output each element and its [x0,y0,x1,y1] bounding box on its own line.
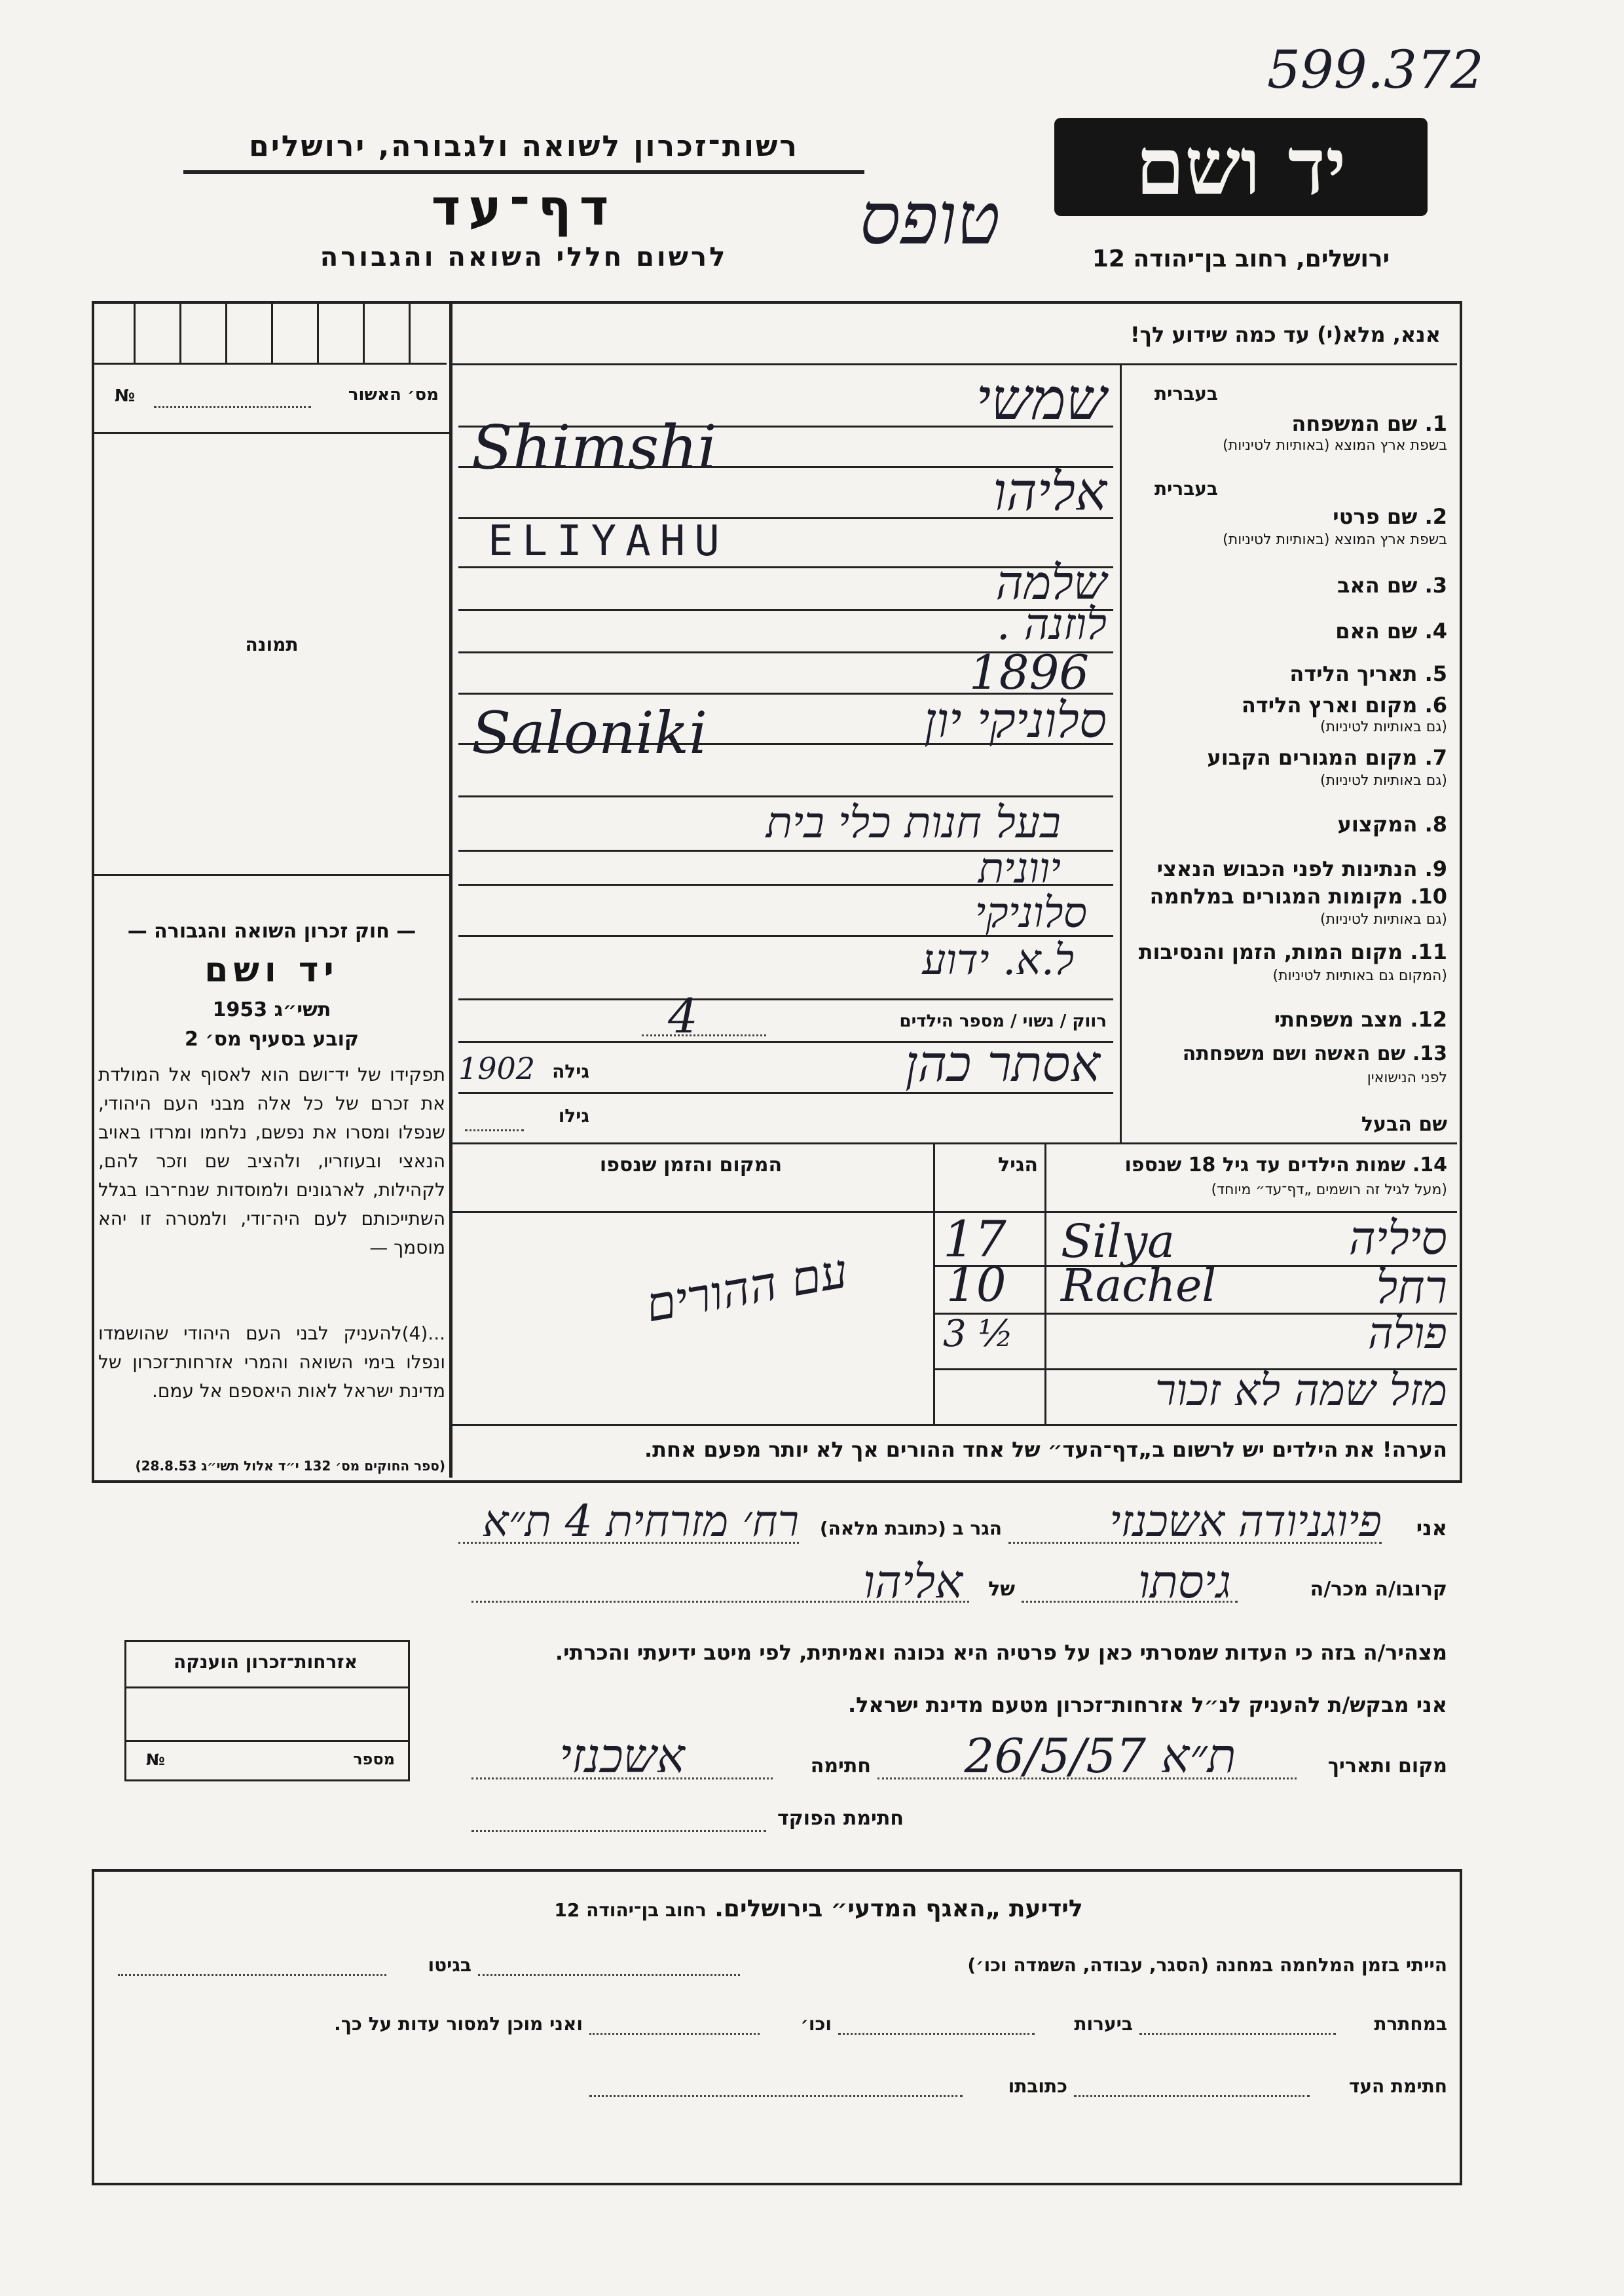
declarant-address-line [458,1542,799,1544]
law-year: תשי״ג 1953 [212,998,331,1021]
field-5-label-text: תאריך הלידה [1289,661,1418,686]
children-place-note: עם ההורים [641,1243,852,1333]
note-text: הערה! את הילדים יש לרשום ב„דף־העד״ של אחד ההורים אך לא יותר מפעם אחת. [644,1437,1447,1462]
field-13-age-value: 1902 [458,1051,536,1086]
citizenship-box-title: אזרחות־זכרון הוענקה [174,1651,358,1673]
field-12-label-text: מצב משפחתי [1274,1007,1403,1032]
child-1-age: 17 [943,1210,1006,1268]
children-col-age: הגיל [998,1154,1038,1176]
underground-value-line [1139,2033,1336,2035]
forests-label: ביערות [1074,2013,1133,2035]
signature-line [471,1777,773,1779]
husband-age-label: גילו [558,1105,589,1127]
photo-top [94,432,449,434]
officer-signature-label: חתימת הפוקד [777,1807,904,1830]
of-name-line [471,1601,969,1603]
field-9-line [458,884,1113,886]
field-3-num: 3. [1424,573,1447,598]
field-2-num: 2. [1424,504,1447,529]
children-col-div-2 [933,1142,935,1424]
field-2-value-hebrew: אליהו [993,462,1107,522]
relative-label: קרובו/ה מכר/ה [1310,1578,1447,1601]
field-2-sub: בשפת ארץ המוצא (באותיות לטיניות) [1223,532,1447,548]
witness-address-label: כתובתו [1008,2075,1067,2097]
child-2-name-latin: Rachel [1061,1260,1217,1312]
field-7-sub: (גם באותיות לטיניות) [1320,773,1447,789]
field-11-label-text: מקום המות, הזמן והנסיבות [1138,939,1403,964]
field-10-label-text: מקומות המגורים במלחמה [1149,884,1403,909]
approval-boxes [94,304,447,365]
field-5-num: 5. [1424,661,1447,686]
field-5-label [1133,661,1447,686]
declarant-name-line [1008,1542,1382,1544]
field-11-value: ל.א. ידוע [922,936,1074,985]
testimony-line: ואני מוכן למסור עדות על כך. [334,2013,583,2035]
field-6-value: סלוניקי יון [924,693,1107,749]
children-bottom-line [452,1424,1457,1426]
of-name: אליהו [862,1555,963,1609]
field-8-label [1133,812,1447,837]
photo-bottom [94,874,449,876]
place-date-line [877,1777,1297,1779]
signature-value: אשכנזי [559,1728,685,1783]
children-title-text: שמות הילדים עד גיל 18 שנספו [1124,1154,1406,1176]
field-12-status-options: רווק / נשוי / מספר הילדים [899,1011,1107,1031]
field-8-value: בעל חנות כלי בית [766,797,1061,848]
underground-label: במחתרת [1374,2013,1447,2035]
footer-address: רחוב בן־יהודה 12 [554,1899,707,1921]
field-2-hebrew-tag: בעברית [1154,478,1218,500]
field-9-label-text: הנתינות לפני הכבוש הנאצי [1156,856,1418,881]
etc-label: וכו׳ [800,2013,832,2035]
address: ירושלים, רחוב בן־יהודה 12 [1092,246,1390,272]
field-13-age-label: גילה [552,1061,589,1082]
approval-number-label: מס׳ האשור [348,385,439,405]
field-1-value-latin: Shimshi [471,412,717,483]
form-subtitle: לרשום חללי השואה והגבורה [320,242,728,272]
field-13-sub: לפני הנישואין [1367,1070,1447,1086]
declarant-address: רח׳ מזרחית 4 ת״א [482,1496,799,1546]
children-col-place: המקום והזמן שנספו [599,1154,783,1176]
field-10-label [1133,884,1447,909]
children-num: 14. [1412,1154,1447,1176]
law-text: תפקידו של יד־ושם הוא לאסוף אל המולדת את זכרם של כל אלה מבני העם היהודי, שנפלו ומסרו את נפשם, נלחמו ומרדו באויב הנאצי ובעוזריו, ולהציב שם וזכר להם, לקהילות, לארגונים ולמוסדות שנח־רבו בגלל השתייכותם לעם היה־ודי, ולמטרה זו יהא מוסמך — [98,1064,445,1258]
field-9-value: יוונית [978,845,1061,893]
field-6-line [458,743,1113,745]
approval-number-line [154,406,311,408]
field-9-num: 9. [1424,856,1447,881]
field-6-value-latin: Saloniki [471,699,708,767]
yad-vashem-logo [1054,118,1428,216]
law-text-2: ...(4)להעניק לבני העם היהודי שהושמדו ונפלו בימי השואה והמרי אזרחות־זכרון של מדינת ישראל לאות היאספם אל עמם. [98,1322,445,1402]
law-org: יד ושם [204,951,339,990]
field-10-num: 10. [1410,884,1447,909]
child-3-name-hebrew: פולה [1367,1308,1447,1358]
child-3-age: 3 ½ [943,1313,1014,1355]
witness-signature-line [1074,2095,1310,2097]
field-7-label [1133,745,1447,770]
law-clause: קובע בסעיף מס׳ 2 [184,1028,360,1051]
declarant-residing-label: הגר ב (כתובת מלאה) [819,1518,1002,1539]
camp-value-line [478,1974,740,1976]
forests-value-line [838,2033,1035,2035]
law-title: — חוק זכרון השואה והגבורה — [127,920,416,943]
camp-line: הייתי בזמן המלחמה במחנה (הסגר, עבודה, השמדה וכו׳) [967,1954,1447,1976]
field-2-value-latin: ELIYAHU [488,517,729,566]
field-9-label [1133,856,1447,881]
place-date-label: מקום ותאריך [1327,1755,1447,1777]
field-4-value: לוזנה . [996,599,1107,649]
ghetto-label: בגיטו [428,1954,471,1976]
field-10-value: סלוניקי [974,889,1087,938]
label-column-divider [1120,363,1122,1142]
field-7-num: 7. [1424,745,1447,770]
child-2-age: 10 [946,1257,1006,1312]
field-13-num: 13. [1412,1042,1447,1065]
declare-text: מצהיר/ה בזה כי העדות שמסרתי כאן על פרטיה היא נכונה ואמיתית, לפי מיטב ידיעתי והכרתי. [555,1640,1447,1665]
field-1-hebrew-tag: בעברית [1154,383,1218,405]
witness-address-line [589,2095,963,2097]
field-2-label-text: שם פרטי [1333,504,1418,529]
field-12-label [1133,1007,1447,1032]
relation-value: גיסתו [1138,1555,1231,1609]
field-4-label [1133,619,1447,644]
margin-note: טופס [859,177,1001,261]
husband-age-line [465,1129,524,1131]
field-5-value: 1896 [969,645,1090,700]
logo-text: יד ושם [1135,120,1346,213]
intro-text: אנא, מלא(י) עד כמה שידוע לך! [1130,322,1441,347]
field-1-num: 1. [1424,411,1447,436]
citizenship-box [124,1640,410,1781]
child-1-name-latin: Silya [1061,1214,1175,1268]
witness-signature-label: חתימת העד [1348,2075,1447,2097]
archive-number: 599.372 [1267,39,1484,100]
field-6-label [1133,693,1447,718]
left-column-divider [449,301,452,1478]
declarant-i-label: אני [1416,1516,1447,1540]
officer-signature-line [471,1830,766,1832]
declarant-name: פיוגניודה אשכנזי [1109,1496,1382,1546]
footer-title [458,1895,1179,1922]
field-12-num: 12. [1410,1007,1447,1032]
photo-label: תמונה [245,634,299,655]
etc-value-line [589,2033,760,2035]
field-11-label [1133,939,1447,964]
ghetto-value-line [118,1974,386,1976]
field-13-label [1133,1042,1447,1065]
husband-label: שם הבעל [1361,1113,1447,1136]
signature-label: חתימה [810,1755,871,1777]
field-1-sub: בשפת ארץ המוצא (באותיות לטיניות) [1223,437,1447,454]
form-title: דף־עד [431,178,617,236]
husband-line [452,1142,1457,1144]
authority-name: רשות־זכרון לשואה ולגבורה, ירושלים [249,130,799,163]
field-10-sub: (גם באותיות לטיניות) [1320,911,1447,928]
field-3-value: שלמה [995,555,1107,610]
children-col-div-1 [1044,1142,1046,1424]
children-title [1061,1154,1447,1176]
field-2-label [1133,504,1447,529]
field-8-num: 8. [1424,812,1447,837]
citizenship-number-mark: № [146,1751,165,1769]
field-8-label-text: המקצוע [1337,812,1418,837]
field-11-num: 11. [1410,939,1447,964]
place-date-value: ת״א 26/5/57 [964,1728,1236,1783]
field-3-label-text: שם האב [1337,573,1418,598]
field-6-sub: (גם באותיות לטיניות) [1320,719,1447,735]
child-2-name-hebrew: רחל [1376,1260,1447,1314]
field-7-label-text: מקום המגורים הקבוע [1207,745,1418,770]
field-3-label [1133,573,1447,598]
field-13-value: אסתר כהן [905,1034,1100,1093]
field-1-label [1133,411,1447,436]
field-4-num: 4. [1424,619,1447,644]
relation-line [1022,1601,1238,1603]
footer-title-text: לידיעת „האגף המדעי״ בירושלים. [714,1895,1083,1922]
citizenship-box-number-label: מספר [353,1750,395,1768]
field-6-label-text: מקום וארץ הלידה [1241,693,1418,718]
authority-underline [183,170,864,174]
child-4-name-hebrew: מזל שמה לא זכור [1154,1365,1447,1415]
law-reference: (ספר החוקים מס׳ 132 י״ד אלול תשי״ג 28.8.53) [135,1458,445,1474]
field-11-sub: (המקום גם באותיות לטיניות) [1272,968,1447,984]
field-11-line [458,998,1113,1000]
field-12-children-count: 4 [668,989,698,1044]
of-label: של [988,1578,1015,1601]
field-4-label-text: שם האם [1335,619,1418,644]
field-13-label-text: שם האשה ושם משפחתה [1182,1042,1406,1065]
field-6-num: 6. [1424,693,1447,718]
child-1-name-hebrew: סיליה [1348,1211,1447,1265]
field-1-value-hebrew: שמשי [976,365,1107,433]
field-1-label-text: שם המשפחה [1291,411,1418,436]
field-13-line [458,1092,1113,1094]
request-text: אני מבקש/ת להעניק לנ״ל אזרחות־זכרון מטעם מדינת ישראל. [848,1692,1447,1717]
children-subtitle: (מעל לגיל זה רושמים „דף־עד״ מיוחד) [1211,1182,1447,1198]
number-mark: № [115,386,136,406]
